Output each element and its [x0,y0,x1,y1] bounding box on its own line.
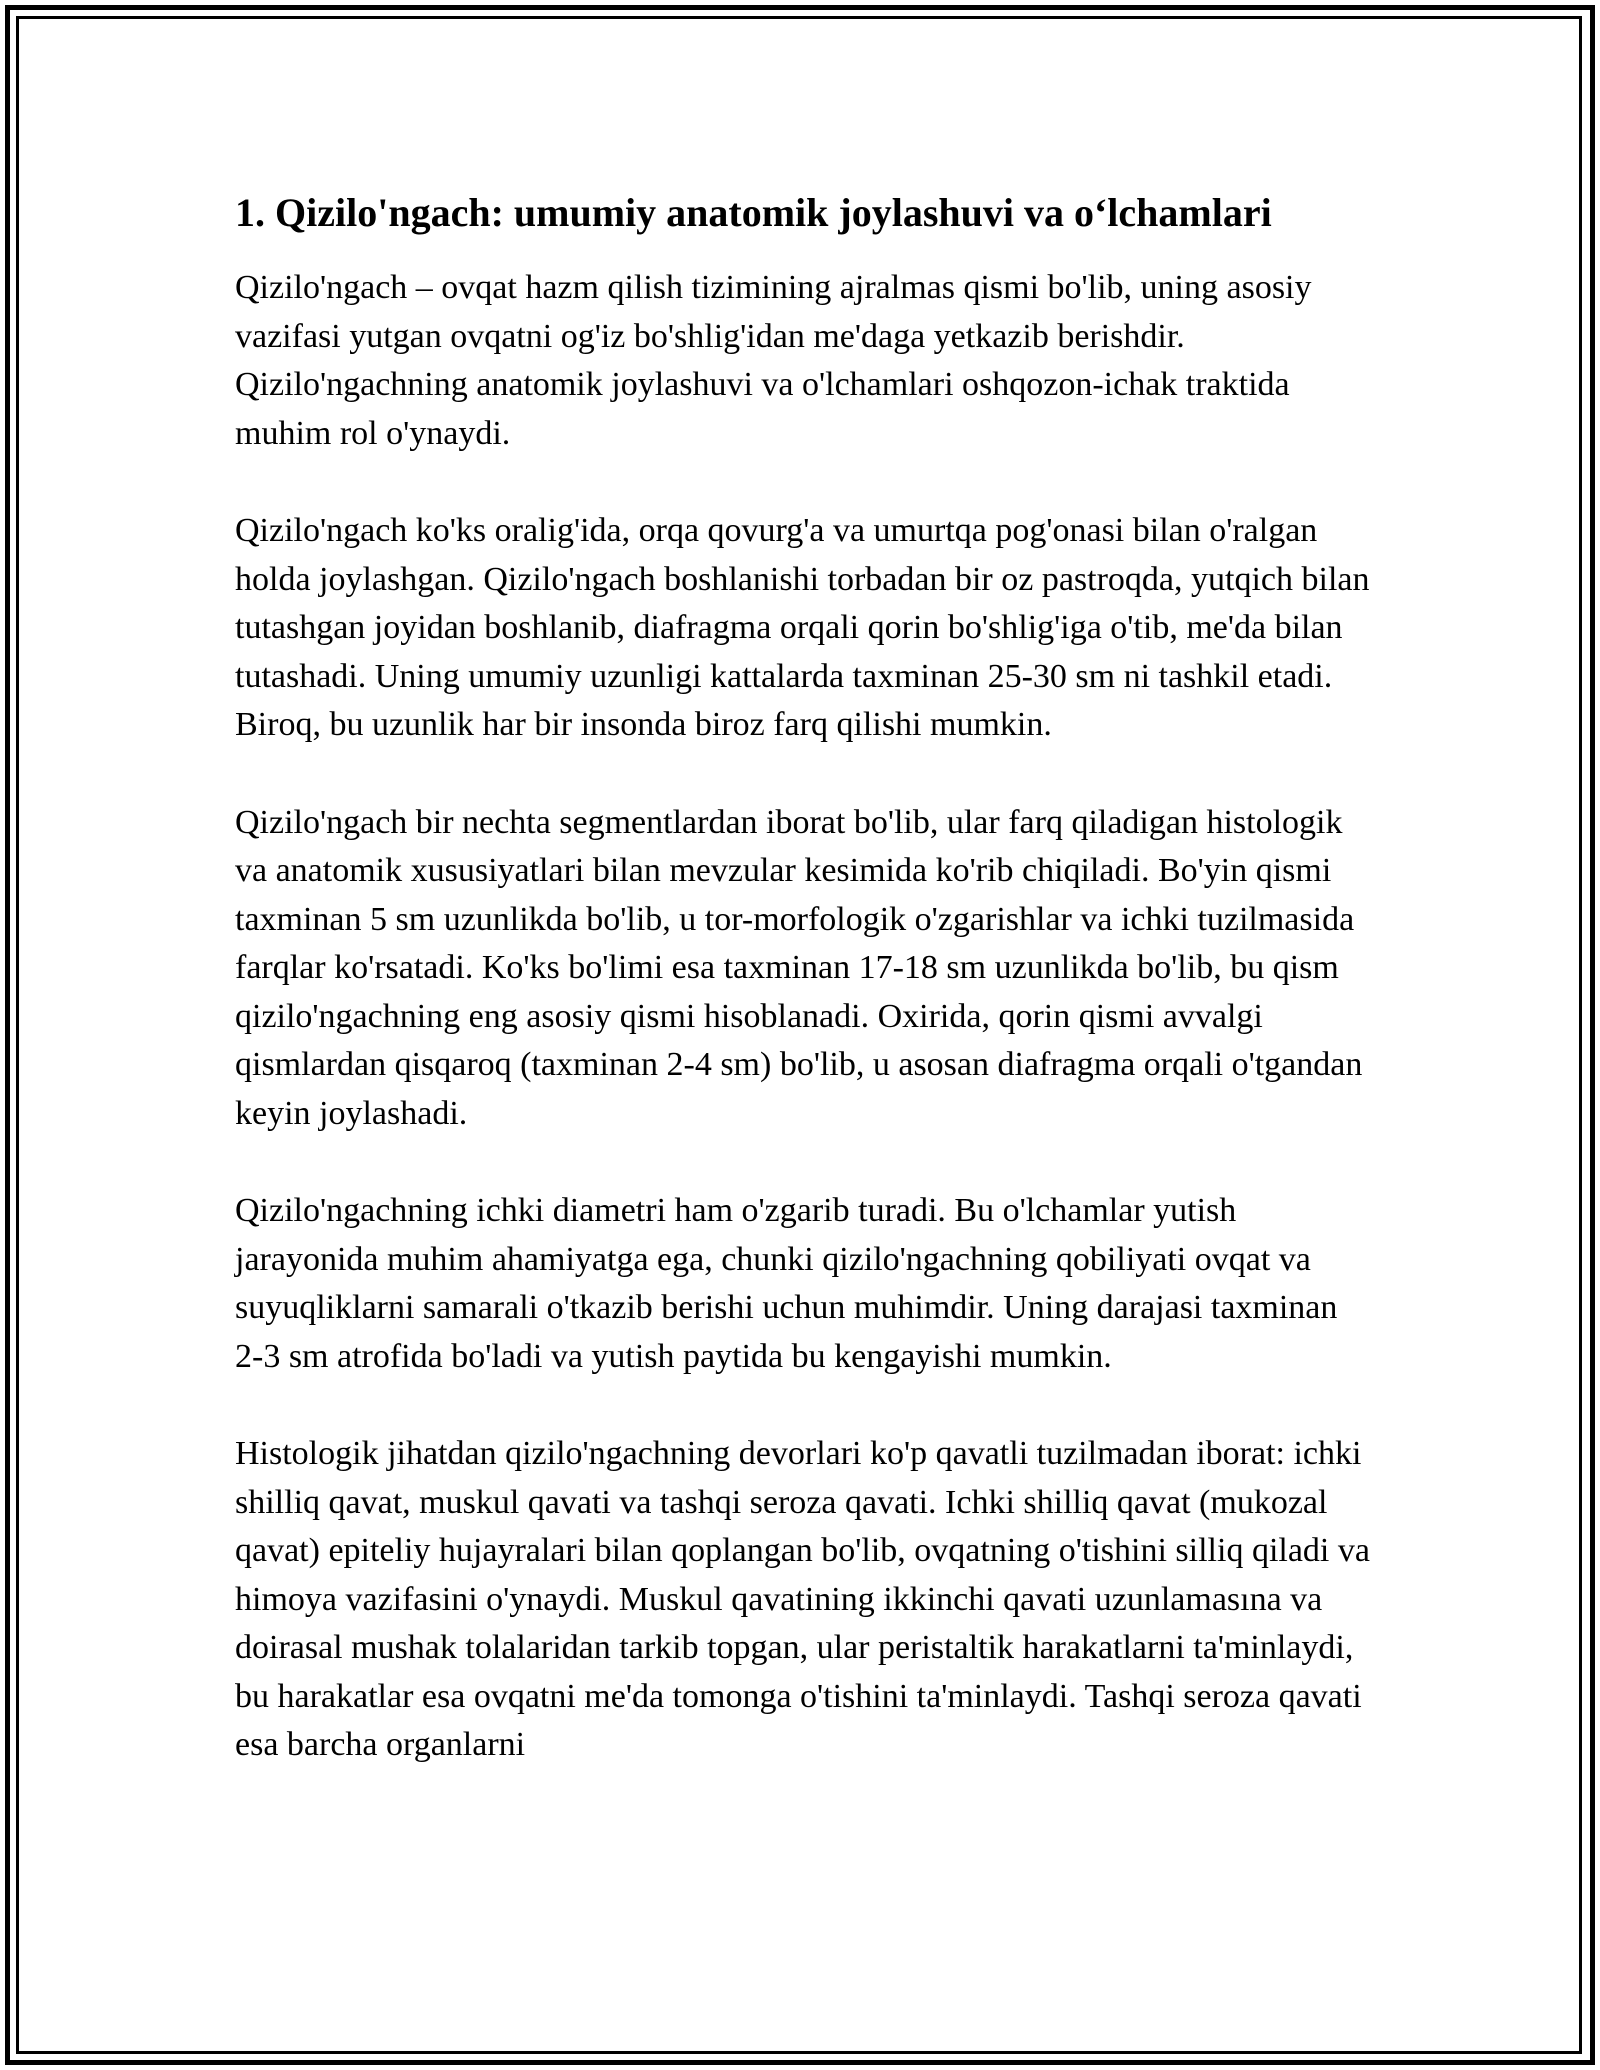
paragraph-diameter: Qizilo'ngachning ichki diametri ham o'zgarib turadi. Bu o'lchamlar yutish jarayonida muhim ahamiyatga ega, chunki qizilo'ngachning qobiliyati ovqat va suyuqliklarni samarali o'tkazib berishi uchun muhimdir. Uning darajasi taxminan 2-3 sm atrofida bo'ladi va yutish paytida bu kengayishi mumkin. [235,1192,1338,1375]
paragraph-histology: Histologik jihatdan qizilo'ngachning devorlari ko'p qavatli tuzilmadan iborat: ichki shilliq qavat, muskul qavati va tashqi seroza qavati. Ichki shilliq qavat (mukozal qavat) epiteliy hujayralari bilan qoplangan bo'lib, ovqatning o'tishini silliq qiladi va himoya vazifasini o'ynaydi. Muskul qavatining ikkinchi qavati uzunlamasına va doirasal mushak tolalaridan tarkib topgan, ular peristaltik harakatlarni ta'minlaydi, bu harakatlar esa ovqatni me'da tomonga o'tishini ta'minlaydi. Tashqi seroza qavati esa barcha organlarni [235,1435,1370,1763]
section-heading: 1. Qizilo'ngach: umumiy anatomik joylashuvi va o‘lchamlari [235,190,1272,235]
paragraph-location: Qizilo'ngach ko'ks oralig'ida, orqa qovurg'a va umurtqa pog'onasi bilan o'ralgan holda joylashgan. Qizilo'ngach boshlanishi torbadan bir oz pastroqda, yutqich bilan tutashgan joyidan boshlanib, diafragma orqali qorin bo'shlig'iga o'tib, me'da bilan tutashadi. Uning umumiy uzunligi kattalarda taxminan 25-30 sm ni tashkil etadi. Biroq, bu uzunlik har bir insonda biroz farq qilishi mumkin. [235,512,1370,743]
document-body [235,188,1370,1770]
paragraph-segments: Qizilo'ngach bir nechta segmentlardan iborat bo'lib, ular farq qiladigan histologik va anatomik xususiyatlari bilan mevzular kesimida ko'rib chiqiladi. Bo'yin qismi taxminan 5 sm uzunlikda bo'lib, u tor-morfologik o'zgarishlar va ichki tuzilmasida farqlar ko'rsatadi. Ko'ks bo'limi esa taxminan 17-18 sm uzunlikda bo'lib, bu qism qizilo'ngachning eng asosiy qismi hisoblanadi. Oxirida, qorin qismi avvalgi qismlardan qisqaroq (taxminan 2-4 sm) bo'lib, u asosan diafragma orqali o'tgandan keyin joylashadi. [235,803,1363,1132]
paragraph-intro: Qizilo'ngach – ovqat hazm qilish tizimining ajralmas qismi bo'lib, uning asosiy vazifasi yutgan ovqatni og'iz bo'shlig'idan me'daga yetkazib berishdir. Qizilo'ngachning anatomik joylashuvi va o'lchamlari oshqozon-ichak traktida muhim rol o'ynaydi. [235,269,1312,452]
